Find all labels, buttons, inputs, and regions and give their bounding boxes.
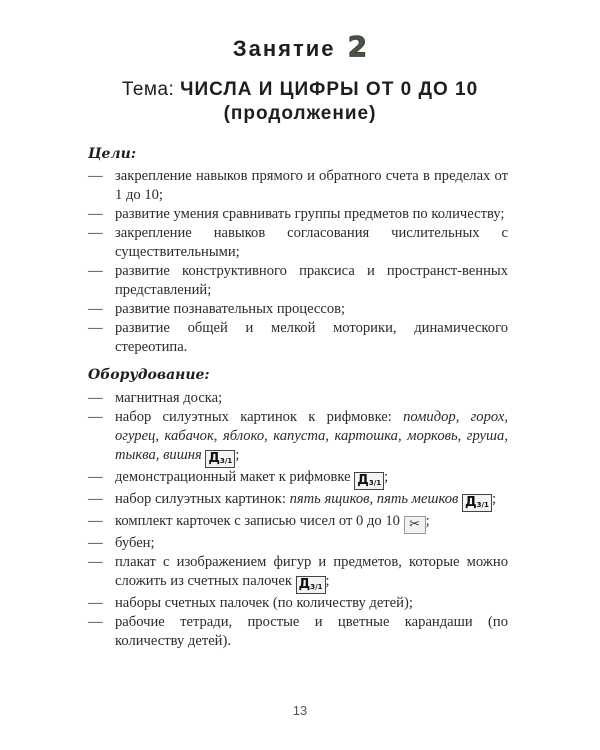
- dash-icon: —: [88, 409, 103, 425]
- scissors-icon: ✂: [404, 516, 426, 534]
- list-item: — развитие общей и мелкой моторики, динамического стереотипа.: [88, 320, 508, 355]
- list-item: — набор силуэтных картинок к рифмовке: помидор, горох, огурец, кабачок, яблоко, капуста, картошка, морковь, груша, тыква, вишня $Д_{3/1}$ ;: [88, 409, 509, 466]
- dash-icon: —: [88, 491, 103, 507]
- lesson-label: Занятие: [232, 36, 336, 61]
- dash-icon: —: [88, 469, 103, 485]
- equipment-heading: Оборудование:: [88, 367, 210, 383]
- dash-icon: —: [88, 614, 103, 630]
- equipment-list: [88, 389, 508, 651]
- demo-material-icon: $Д_{3/1}$: [462, 494, 492, 512]
- dash-icon: —: [88, 513, 103, 529]
- list-item: — плакат с изображением фигур и предметов, которые можно сложить из счетных палочек $Д_{3/1}$ ;: [88, 554, 508, 592]
- topic-label: Тема:: [121, 79, 175, 100]
- lesson-number: 2: [347, 30, 368, 63]
- dash-icon: —: [88, 301, 103, 317]
- demo-material-icon: $Д_{3/1}$: [296, 576, 326, 594]
- page-number: 13: [292, 703, 308, 718]
- list-item: — бубен;: [88, 535, 155, 551]
- dash-icon: —: [88, 554, 103, 570]
- topic-heading: [0, 78, 600, 126]
- demo-material-icon: $Д_{3/1}$: [205, 450, 235, 468]
- dash-icon: —: [88, 595, 103, 611]
- dash-icon: —: [88, 225, 103, 241]
- dash-icon: —: [88, 390, 103, 406]
- list-item: — рабочие тетради, простые и цветные карандаши (по количеству детей).: [88, 614, 508, 649]
- dash-icon: —: [88, 206, 103, 222]
- topic-subtitle: (продолжение): [223, 103, 377, 124]
- list-item: — демонстрационный макет к рифмовке $Д_{3/1}$ ;: [88, 469, 389, 488]
- list-item: — развитие познавательных процессов;: [88, 301, 346, 317]
- dash-icon: —: [88, 263, 103, 279]
- goals-list: [88, 167, 508, 357]
- dash-icon: —: [88, 320, 103, 336]
- lesson-title: [0, 30, 600, 63]
- list-item: — магнитная доска;: [88, 390, 223, 406]
- list-item: — закрепление навыков прямого и обратного счета в пределах от 1 до 10;: [88, 168, 508, 203]
- list-item: — наборы счетных палочек (по количеству детей);: [88, 595, 413, 611]
- topic-title: ЧИСЛА И ЦИФРЫ ОТ 0 ДО 10: [180, 79, 479, 100]
- dash-icon: —: [88, 168, 103, 184]
- dash-icon: —: [88, 535, 103, 551]
- list-item: — развитие умения сравнивать группы предметов по количеству;: [88, 206, 505, 222]
- list-item: — развитие конструктивного праксиса и пространст-венных представлений;: [88, 263, 508, 298]
- demo-material-icon: $Д_{3/1}$: [354, 472, 384, 490]
- list-item: — закрепление навыков согласования числительных с существительными;: [88, 225, 508, 260]
- goals-heading: Цели:: [88, 146, 137, 162]
- list-item: — набор силуэтных картинок: пять ящиков, пять мешков $Д_{3/1}$ ;: [88, 491, 496, 510]
- list-item: — комплект карточек с записью чисел от 0 до 10 ✂ ;: [88, 513, 430, 532]
